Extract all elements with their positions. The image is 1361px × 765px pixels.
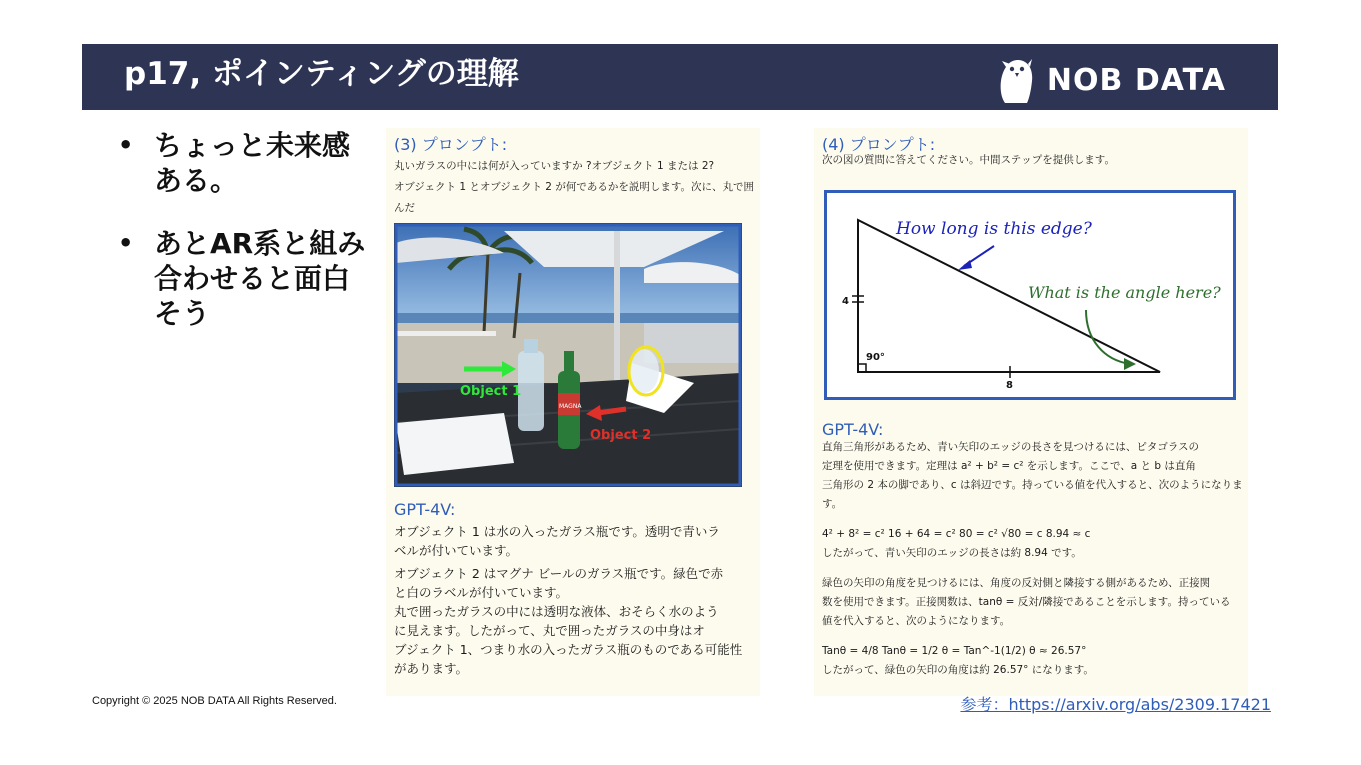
answer-line: 数を使用できます。正接関数は、tanθ = 反対/隣接であることを示します。持っている [822, 596, 1231, 608]
prompt-line: 丸いガラスの中には何が入っていますか ?オブジェクト 1 または 2? [394, 160, 715, 172]
object-1-label: Object 1 [460, 384, 522, 399]
answer-line: 三角形の 2 本の脚であり、c は斜辺です。持っている値を代入すると、次のようになりま [822, 479, 1243, 491]
answer-line: オブジェクト 1 は水の入ったガラス瓶です。透明で青いラ [394, 524, 720, 539]
side-a-label: 4 [842, 296, 849, 307]
gpt-4v-label: GPT-4V: [394, 500, 456, 519]
bullet-item: • ちょっと未来感ある。 [118, 128, 368, 198]
answer-line: ブジェクト 1、つまり水の入ったガラス瓶のものである可能性 [394, 642, 743, 657]
answer-line: と白のラベルが付いています。 [394, 585, 569, 600]
gpt-4v-label: GPT-4V: [822, 420, 884, 439]
prompt-line: オブジェクト 1 とオブジェクト 2 が何であるかを説明します。次に、丸で囲んだ [394, 181, 754, 214]
slide-header [82, 44, 1278, 110]
copyright-text: Copyright © 2025 NOB DATA All Rights Reserved. [92, 695, 337, 707]
cafe-table-photo [394, 223, 742, 487]
edge-question: How long is this edge? [896, 219, 1092, 239]
answer-line: Tanθ = 4/8 Tanθ = 1/2 θ = Tan^-1(1/2) θ ≈ 26.57° [822, 645, 1087, 657]
panel-4-heading: (4) プロンプト: [822, 135, 936, 154]
answer-line [822, 514, 1246, 525]
nob-data-logo [997, 54, 1226, 106]
logo-text: NOB DATA [1046, 62, 1226, 98]
answer-line: ベルが付いています。 [394, 543, 519, 558]
side-b-label: 8 [1006, 380, 1013, 391]
panel-3-heading: (3) プロンプト: [394, 135, 508, 154]
answer-line: 緑色の矢印の角度を見つけるには、角度の反対側と隣接する側があるため、正接関 [822, 577, 1211, 589]
angle-question: What is the angle here? [1028, 283, 1221, 302]
answer-line: 直角三角形があるため、青い矢印のエッジの長さを見つけるには、ピタゴラスの [822, 441, 1200, 453]
bird-mascot-icon [997, 55, 1037, 105]
object-2-label: Object 2 [590, 428, 652, 443]
answer-line: す。 [822, 498, 843, 510]
answer-line: したがって、青い矢印のエッジの長さは約 8.94 です。 [822, 547, 1082, 559]
reference-link[interactable]: 参考：https://arxiv.org/abs/2309.17421 [960, 695, 1271, 714]
bullet-item: • あとAR系と組み合わせると面白そう [118, 226, 368, 331]
right-angle-label: 90° [866, 352, 885, 363]
prompt-line: 次の図の質問に答えてください。中間ステップを提供します。 [822, 154, 1115, 166]
answer-line: したがって、緑色の矢印の角度は約 26.57° になります。 [822, 664, 1094, 676]
answer-line [822, 631, 1246, 642]
answer-line: 定理を使用できます。定理は a² + b² = c² を示します。ここで、a と b は直角 [822, 460, 1196, 472]
answer-line: 値を代入すると、次のようになります。 [822, 615, 1011, 627]
bottle-label: MAGNA [559, 403, 582, 410]
answer-line: があります。 [394, 661, 469, 676]
slide-title: p17, ポインティングの理解 [124, 56, 519, 92]
triangle-diagram [824, 190, 1236, 400]
bullet-list [118, 128, 368, 359]
example-panel-4 [814, 128, 1248, 696]
answer-line: オブジェクト 2 はマグナ ビールのガラス瓶です。緑色で赤 [394, 566, 724, 581]
answer-line: 丸で囲ったガラスの中には透明な液体、おそらく水のよう [394, 604, 719, 619]
answer-line: に見えます。したがって、丸で囲ったガラスの中身はオ [394, 623, 705, 638]
answer-line: 4² + 8² = c² 16 + 64 = c² 80 = c² √80 = c 8.94 ≈ c [822, 528, 1091, 540]
answer-line [822, 563, 1246, 574]
example-panel-3 [386, 128, 760, 696]
